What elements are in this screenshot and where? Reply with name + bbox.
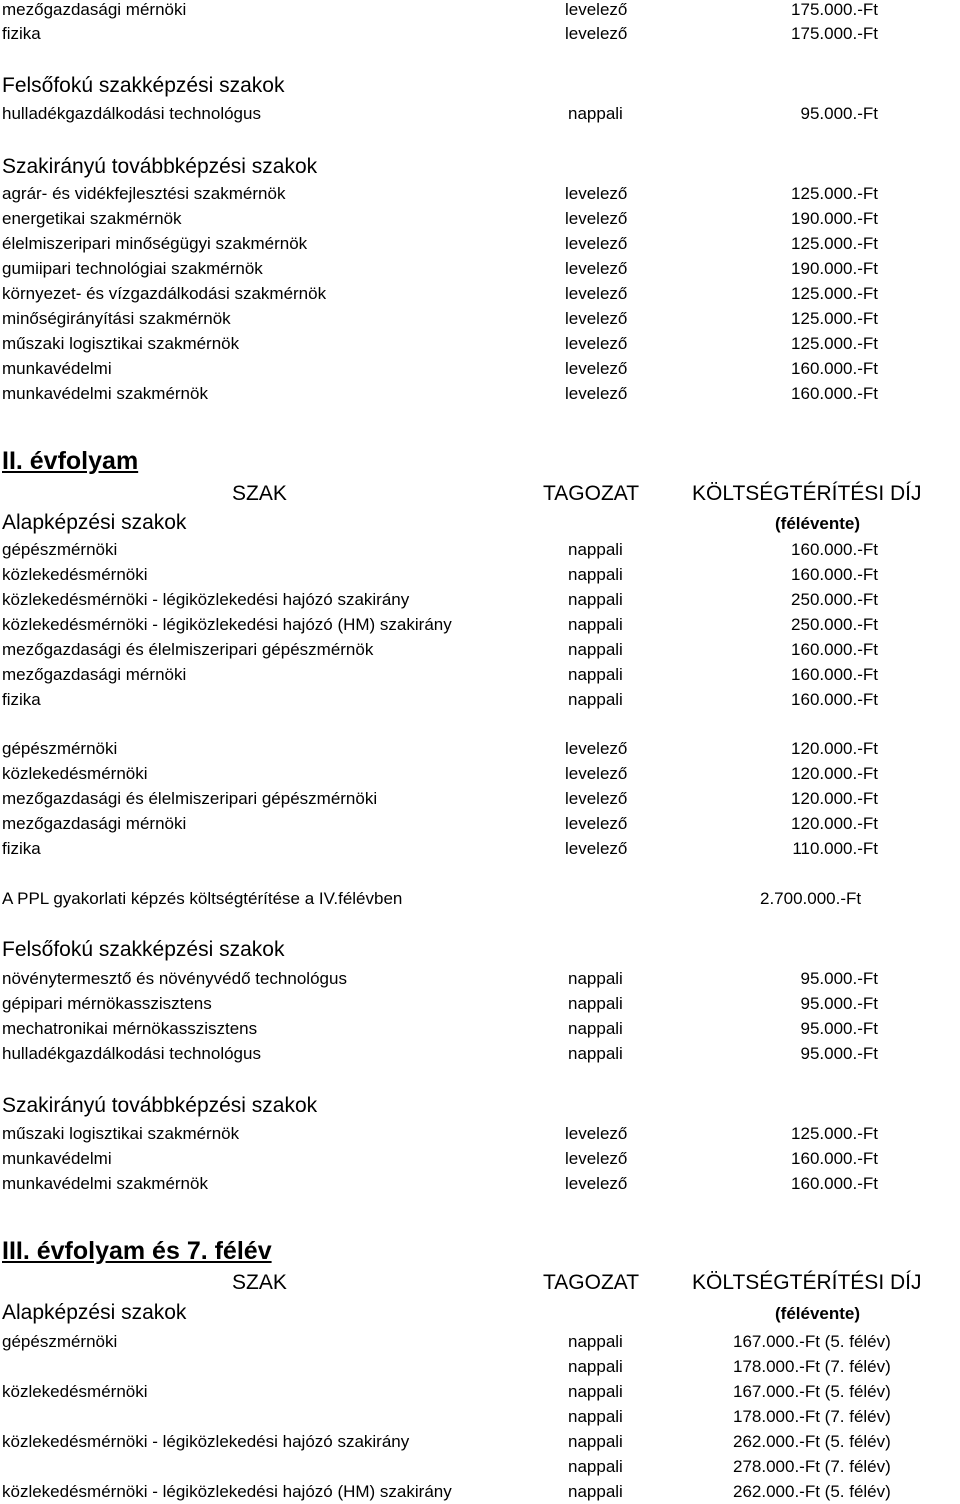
ppl-fee: 2.700.000.-Ft (760, 889, 862, 908)
fee: 160.000.-Ft (791, 540, 878, 559)
program-name: közlekedésmérnöki (2, 1382, 148, 1401)
program-name: fizika (2, 839, 41, 858)
table-row (0, 356, 960, 381)
fee: 160.000.-Ft (791, 359, 878, 378)
study-mode: levelező (565, 384, 628, 403)
fee: 125.000.-Ft (791, 284, 878, 303)
study-mode: levelező (565, 1124, 628, 1143)
fee: 95.000.-Ft (800, 969, 878, 988)
table-row (0, 1146, 960, 1171)
table-row (0, 687, 960, 712)
table-row (0, 101, 960, 126)
fee: 125.000.-Ft (791, 234, 878, 253)
table-row (0, 1379, 960, 1404)
study-mode: nappali (568, 615, 623, 634)
fee: 120.000.-Ft (791, 814, 878, 833)
study-mode: levelező (565, 0, 628, 19)
table-row (0, 786, 960, 811)
program-name: munkavédelmi (2, 1149, 112, 1168)
table-row (0, 836, 960, 861)
table-row (0, 562, 960, 587)
study-mode: nappali (568, 1482, 623, 1501)
column-header-szak: SZAK (232, 1271, 287, 1294)
table-row (0, 1016, 960, 1041)
study-mode: levelező (565, 1149, 628, 1168)
table-row (0, 331, 960, 356)
study-mode: levelező (565, 284, 628, 303)
study-mode: nappali (568, 1432, 623, 1451)
fee: 178.000.-Ft (7. félév) (733, 1357, 891, 1376)
program-name: energetikai szakmérnök (2, 209, 182, 228)
program-name: gépipari mérnökasszisztens (2, 994, 212, 1013)
program-name: gépészmérnöki (2, 739, 118, 758)
fee: 95.000.-Ft (800, 994, 878, 1013)
table-row (0, 181, 960, 206)
table-row (0, 637, 960, 662)
column-header-szak: SZAK (232, 482, 287, 505)
study-mode: nappali (568, 665, 623, 684)
fee-period-note: (félévente) (775, 514, 861, 533)
program-name: környezet- és vízgazdálkodási szakmérnök (2, 284, 327, 303)
section-heading: Alapképzési szakok (2, 1301, 187, 1324)
program-name: munkavédelmi (2, 359, 112, 378)
table-row (0, 21, 960, 46)
program-name: mezőgazdasági mérnöki (2, 814, 187, 833)
study-mode: nappali (568, 1332, 623, 1351)
fee: 95.000.-Ft (800, 1044, 878, 1063)
table-row (0, 991, 960, 1016)
fee-period-note: (félévente) (775, 1304, 861, 1323)
fee: 125.000.-Ft (791, 309, 878, 328)
table-row (0, 281, 960, 306)
study-mode: levelező (565, 789, 628, 808)
fee: 120.000.-Ft (791, 789, 878, 808)
section-heading: Felsőfokú szakképzési szakok (2, 938, 285, 961)
fee: 160.000.-Ft (791, 384, 878, 403)
fee: 250.000.-Ft (791, 590, 878, 609)
program-name: élelmiszeripari minőségügyi szakmérnök (2, 234, 308, 253)
program-name: műszaki logisztikai szakmérnök (2, 1124, 240, 1143)
study-mode: levelező (565, 209, 628, 228)
fee: 178.000.-Ft (7. félév) (733, 1407, 891, 1426)
study-mode: nappali (568, 540, 623, 559)
study-mode: levelező (565, 739, 628, 758)
table-row (0, 1429, 960, 1454)
study-mode: nappali (568, 590, 623, 609)
table-row (0, 736, 960, 761)
study-mode: nappali (568, 1357, 623, 1376)
table-row (0, 231, 960, 256)
ppl-row (0, 886, 960, 911)
program-name: közlekedésmérnöki (2, 565, 148, 584)
study-mode: nappali (568, 1044, 623, 1063)
table-row (0, 1404, 960, 1429)
fee: 167.000.-Ft (5. félév) (733, 1382, 891, 1401)
table-row (0, 612, 960, 637)
fee: 250.000.-Ft (791, 615, 878, 634)
study-mode: levelező (565, 259, 628, 278)
column-header-tagozat: TAGOZAT (543, 1271, 640, 1294)
fee: 175.000.-Ft (791, 0, 878, 19)
table-row (0, 1329, 960, 1354)
fee: 160.000.-Ft (791, 1149, 878, 1168)
section-heading: Felsőfokú szakképzési szakok (2, 74, 285, 97)
table-row (0, 1121, 960, 1146)
fee: 262.000.-Ft (5. félév) (733, 1482, 891, 1501)
program-name: hulladékgazdálkodási technológus (2, 104, 261, 123)
program-name: fizika (2, 690, 41, 709)
program-name: gépészmérnöki (2, 540, 118, 559)
fee: 160.000.-Ft (791, 565, 878, 584)
study-mode: levelező (565, 764, 628, 783)
study-mode: nappali (568, 969, 623, 988)
table-row (0, 1171, 960, 1196)
table-row (0, 587, 960, 612)
program-name: közlekedésmérnöki (2, 764, 148, 783)
fee: 95.000.-Ft (800, 1019, 878, 1038)
program-name: agrár- és vidékfejlesztési szakmérnök (2, 184, 286, 203)
table-row (0, 662, 960, 687)
program-name: gumiipari technológiai szakmérnök (2, 259, 263, 278)
study-mode: nappali (568, 1407, 623, 1426)
program-name: mezőgazdasági mérnöki (2, 665, 187, 684)
table-row (0, 256, 960, 281)
study-mode: nappali (568, 1019, 623, 1038)
study-mode: nappali (568, 1457, 623, 1476)
year-heading: III. évfolyam és 7. félév (2, 1237, 272, 1265)
study-mode: nappali (568, 565, 623, 584)
column-header-tagozat: TAGOZAT (543, 482, 640, 505)
study-mode: levelező (565, 234, 628, 253)
table-row (0, 537, 960, 562)
table-row (0, 1041, 960, 1066)
table-row (0, 1479, 960, 1504)
fee: 125.000.-Ft (791, 1124, 878, 1143)
study-mode: nappali (568, 1382, 623, 1401)
fee: 175.000.-Ft (791, 24, 878, 43)
study-mode: nappali (568, 640, 623, 659)
study-mode: levelező (565, 1174, 628, 1193)
fee: 95.000.-Ft (800, 104, 878, 123)
table-row (0, 306, 960, 331)
year-heading: II. évfolyam (2, 447, 139, 475)
study-mode: nappali (568, 994, 623, 1013)
program-name: mezőgazdasági és élelmiszeripari gépészmérnöki (2, 789, 378, 808)
fee: 125.000.-Ft (791, 184, 878, 203)
table-row (0, 206, 960, 231)
program-name: munkavédelmi szakmérnök (2, 384, 208, 403)
study-mode: levelező (565, 839, 628, 858)
program-name: munkavédelmi szakmérnök (2, 1174, 208, 1193)
fee: 120.000.-Ft (791, 764, 878, 783)
table-row (0, 811, 960, 836)
study-mode: levelező (565, 334, 628, 353)
study-mode: levelező (565, 359, 628, 378)
program-name: hulladékgazdálkodási technológus (2, 1044, 261, 1063)
fee: 190.000.-Ft (791, 259, 878, 278)
fee: 167.000.-Ft (5. félév) (733, 1332, 891, 1351)
fee: 160.000.-Ft (791, 1174, 878, 1193)
fee: 110.000.-Ft (792, 839, 878, 858)
study-mode: levelező (565, 184, 628, 203)
fee: 190.000.-Ft (791, 209, 878, 228)
column-header-dij: KÖLTSÉGTÉRÍTÉSI DÍJ (692, 482, 922, 505)
section-heading: Szakirányú továbbképzési szakok (2, 1094, 318, 1117)
program-name: közlekedésmérnöki - légiközlekedési hajózó szakirány (2, 590, 410, 609)
fee: 160.000.-Ft (791, 640, 878, 659)
table-row (0, 381, 960, 406)
program-name: növénytermesztő és növényvédő technológus (2, 969, 347, 988)
table-row (0, 966, 960, 991)
section-heading: Alapképzési szakok (2, 511, 187, 534)
section-heading: Szakirányú továbbképzési szakok (2, 155, 318, 178)
program-name: műszaki logisztikai szakmérnök (2, 334, 240, 353)
fee: 120.000.-Ft (791, 739, 878, 758)
program-name: mechatronikai mérnökasszisztens (2, 1019, 258, 1038)
program-name: közlekedésmérnöki - légiközlekedési hajózó szakirány (2, 1432, 410, 1451)
table-row (0, 1354, 960, 1379)
ppl-label: A PPL gyakorlati képzés költségtérítése a IV.félévben (2, 889, 403, 908)
program-name: közlekedésmérnöki - légiközlekedési hajózó (HM) szakirány (2, 1482, 452, 1501)
program-name: mezőgazdasági és élelmiszeripari gépészmérnök (2, 640, 374, 659)
table-row (0, 0, 960, 22)
study-mode: levelező (565, 309, 628, 328)
study-mode: nappali (568, 104, 623, 123)
program-name: közlekedésmérnöki - légiközlekedési hajózó (HM) szakirány (2, 615, 452, 634)
table-row (0, 1454, 960, 1479)
fee: 160.000.-Ft (791, 665, 878, 684)
program-name: mezőgazdasági mérnöki (2, 0, 187, 19)
fee: 160.000.-Ft (791, 690, 878, 709)
program-name: minőségirányítási szakmérnök (2, 309, 231, 328)
fee: 262.000.-Ft (5. félév) (733, 1432, 891, 1451)
study-mode: levelező (565, 24, 628, 43)
program-name: gépészmérnöki (2, 1332, 118, 1351)
fee: 278.000.-Ft (7. félév) (733, 1457, 891, 1476)
column-header-dij: KÖLTSÉGTÉRÍTÉSI DÍJ (692, 1271, 922, 1294)
study-mode: levelező (565, 814, 628, 833)
program-name: fizika (2, 24, 41, 43)
study-mode: nappali (568, 690, 623, 709)
table-row (0, 761, 960, 786)
fee: 125.000.-Ft (791, 334, 878, 353)
